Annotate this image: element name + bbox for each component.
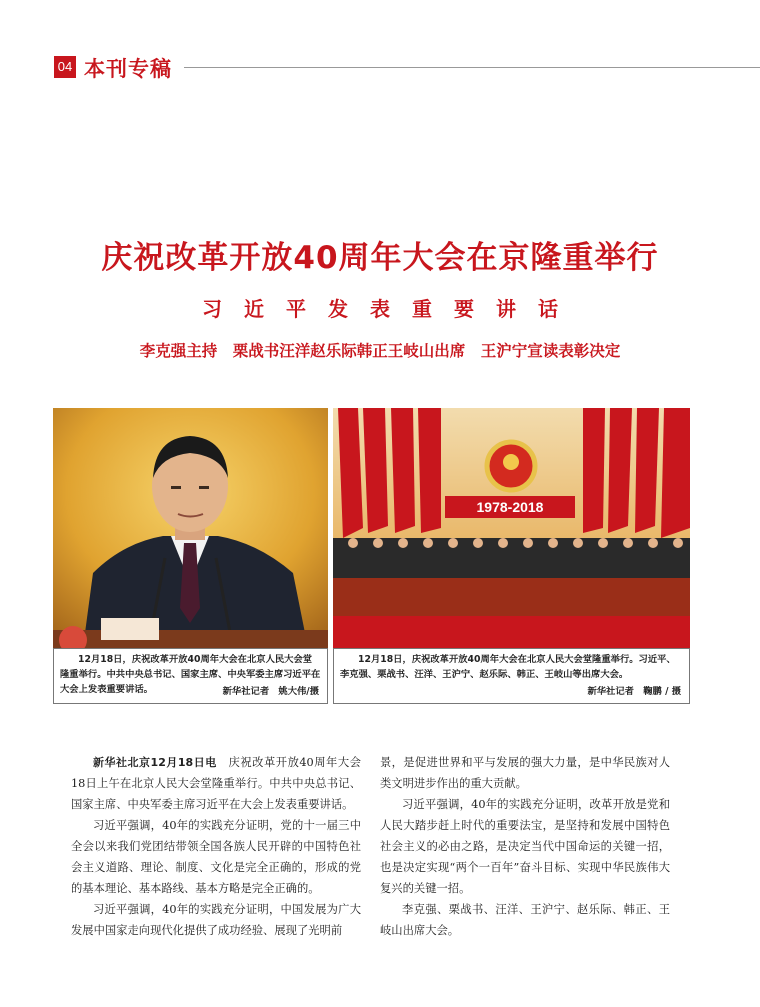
- article-paragraph: 习近平强调，40年的实践充分证明，中国发展为广大发展中国家走向现代化提供了成功经验、展现了光明前: [71, 903, 361, 937]
- section-title: 本刊专稿: [84, 57, 172, 81]
- paragraph-text: 庆祝改革开放40周年大会18日上午在北京人民大会堂隆重举行。中共中央总书记、国家主席、中央军委主席习近平在大会上发表重要讲话。: [71, 756, 361, 811]
- article-paragraph: [71, 752, 361, 815]
- article-paragraph: 习近平强调，40年的实践充分证明，改革开放是党和人民大踏步赶上时代的重要法宝，是坚持和发展中国特色社会主义的必由之路，是决定当代中国命运的关键一招，也是决定实现“两个一百年”奋斗目标、实现中华民族伟大复兴的关键一招。: [380, 798, 670, 895]
- headline-subtitle: 习近平发表重要讲话: [202, 297, 580, 321]
- headline-title: 庆祝改革开放40周年大会在京隆重举行: [101, 240, 659, 276]
- page-header: [0, 48, 760, 84]
- photo-caption-2: [333, 648, 690, 704]
- article-column-1: [71, 752, 361, 941]
- caption-text: 12月18日，庆祝改革开放40周年大会在北京人民大会堂隆重举行。中共中央总书记、国家主席、中央军委主席习近平在大会上发表重要讲话。: [60, 654, 321, 695]
- photo-credit: 新华社记者 姚大伟/摄: [222, 686, 319, 697]
- article-column-2: [380, 752, 670, 941]
- page-number: 04: [54, 56, 76, 78]
- photo-speaker: [53, 408, 328, 648]
- photo-stage: [333, 408, 690, 648]
- article-dateline: 新华社北京12月18日电: [93, 756, 217, 769]
- caption-text: 12月18日，庆祝改革开放40周年大会在北京人民大会堂隆重举行。习近平、李克强、栗战书、汪洋、王沪宁、赵乐际、韩正、王岐山等出席大会。: [340, 654, 676, 680]
- header-divider: [184, 67, 760, 68]
- article-paragraph: 李克强、栗战书、汪洋、王沪宁、赵乐际、韩正、王岐山出席大会。: [380, 903, 670, 937]
- article-paragraph: 习近平强调，40年的实践充分证明，党的十一届三中全会以来我们党团结带领全国各族人民开辟的中国特色社会主义道路、理论、制度、文化是完全正确的，形成的党的基本理论、基本路线、基本方略是完全正确的。: [71, 819, 361, 895]
- photo-stage-image: [333, 408, 690, 648]
- banner-years: 1978-2018: [476, 499, 544, 515]
- headline-subtitle-secondary: 李克强主持 栗战书汪洋赵乐际韩正王岐山出席 王沪宁宣读表彰决定: [139, 342, 621, 360]
- article-paragraph: 景，是促进世界和平与发展的强大力量，是中华民族对人类文明进步作出的重大贡献。: [380, 756, 670, 790]
- photo-caption-1: [53, 648, 328, 704]
- photo-credit: 新华社记者 鞠鹏 / 摄: [587, 686, 681, 697]
- photo-speaker-image: [53, 408, 328, 648]
